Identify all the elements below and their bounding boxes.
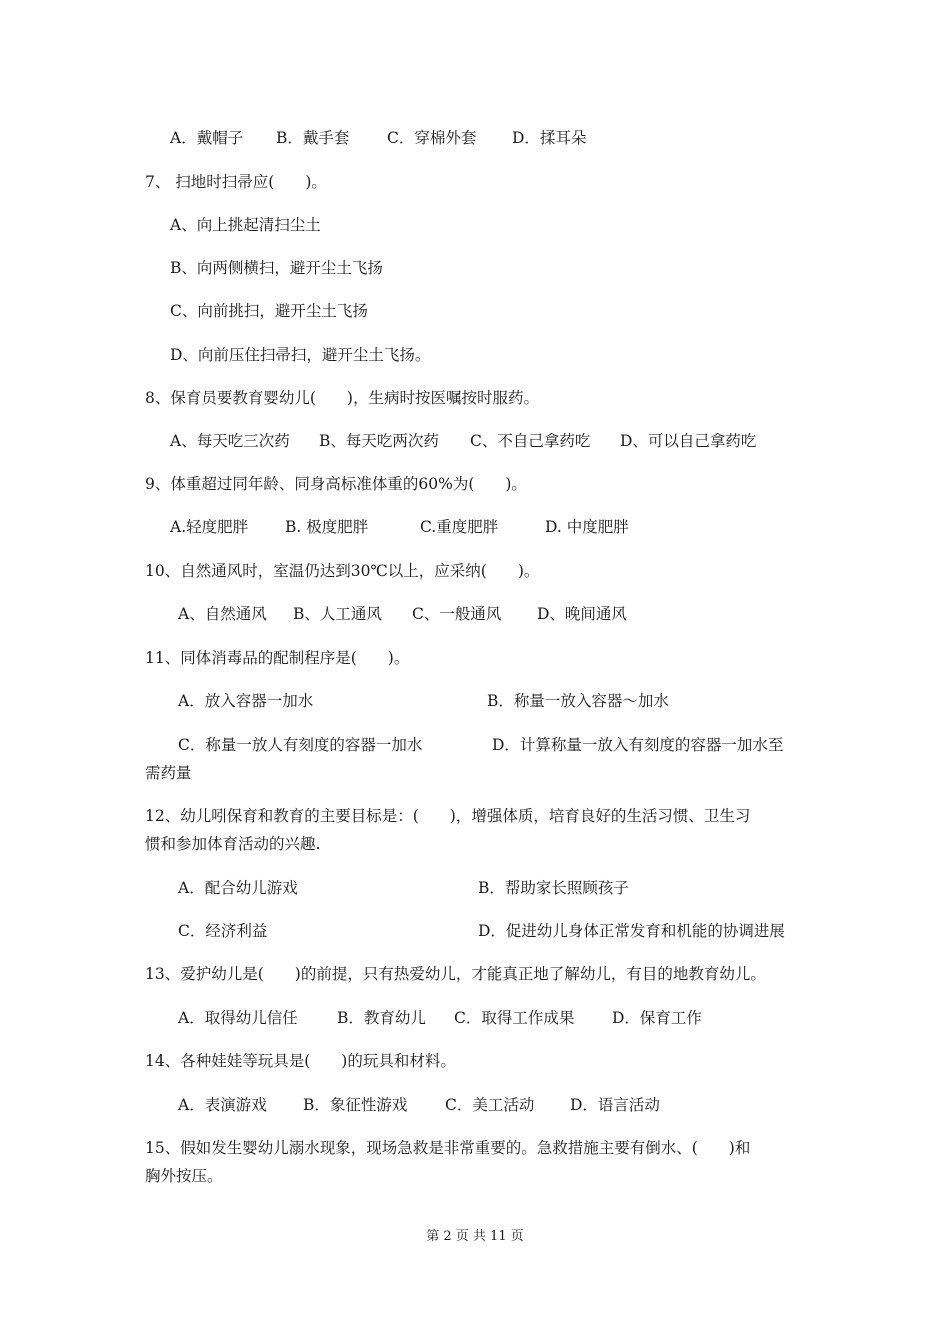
q6-option-a: A．戴帽子 (170, 129, 244, 147)
q13-option-a: A．取得幼儿信任 (178, 1009, 298, 1027)
q13-option-b: B．教育幼儿 (337, 1009, 426, 1027)
q8-option-a: A、每天吃三次药 (170, 432, 290, 450)
q14-stem: 14、各种娃娃等玩具是( )的玩具和材料。 (145, 1052, 456, 1070)
q7-stem: 7、 扫地时扫帚应( )。 (145, 173, 327, 191)
page-number: 第 2 页 共 11 页 (426, 1229, 524, 1244)
q10-option-c: C、一般通风 (412, 605, 502, 623)
q14-option-d: D．语言活动 (570, 1096, 660, 1114)
q6-option-c: C．穿棉外套 (387, 129, 477, 147)
q12-option-a: A．配合幼儿游戏 (178, 879, 298, 897)
q10-option-a: A、自然通风 (178, 605, 267, 623)
q10-option-b: B、人工通风 (293, 605, 382, 623)
q9-option-c: C.重度肥胖 (420, 518, 499, 536)
q8-option-c: C、不自己拿药吃 (470, 432, 591, 450)
q11-option-a: A．放入容器一加水 (178, 692, 314, 710)
q14-option-c: C．美工活动 (445, 1096, 535, 1114)
q15-stem: 15、假如发生婴幼儿溺水现象，现场急救是非常重要的。急救措施主要有倒水、( )和 (145, 1139, 751, 1157)
q7-option-d: D、向前压住扫帚扫，避开尘土飞扬。 (170, 346, 431, 364)
q7-option-c: C、向前挑扫，避开尘土飞扬 (170, 302, 368, 320)
q10-option-d: D、晚间通风 (537, 605, 627, 623)
q10-stem: 10、自然通风时，室温仍达到30℃以上，应采纳( )。 (145, 562, 540, 580)
q8-stem: 8、保育员要教育婴幼儿( )，生病时按医嘱按时服药。 (145, 389, 539, 407)
q13-stem: 13、爱护幼儿是( )的前提，只有热爱幼儿，才能真正地了解幼儿，有目的地教育幼儿。 (145, 965, 766, 983)
q15-stem-continuation: 胸外按压。 (145, 1167, 223, 1185)
q14-option-a: A．表演游戏 (178, 1096, 267, 1114)
q12-stem-continuation: 惯和参加体育活动的兴趣. (145, 835, 321, 853)
q12-option-c: C．经济利益 (178, 922, 268, 940)
q11-option-b: B．称量一放入容器～加水 (487, 692, 669, 710)
q8-option-b: B、每天吃两次药 (319, 432, 439, 450)
q12-option-b: B．帮助家长照顾孩子 (478, 879, 629, 897)
q11-option-d: D．计算称量一放入有刻度的容器一加水至 (492, 736, 784, 754)
q9-stem: 9、体重超过同年龄、同身高标准体重的60%为( )。 (145, 475, 527, 493)
q6-option-b: B．戴手套 (276, 129, 350, 147)
q13-option-d: D．保育工作 (612, 1009, 702, 1027)
q9-option-b: B. 极度肥胖 (285, 518, 369, 536)
q12-stem: 12、幼儿吲保育和教育的主要目标是：( )，增强体质，培育良好的生活习惯、卫生习 (145, 807, 751, 825)
q14-option-b: B．象征性游戏 (303, 1096, 408, 1114)
q8-option-d: D、可以自己拿药吃 (620, 432, 757, 450)
q9-option-d: D. 中度肥胖 (545, 518, 629, 536)
q7-option-a: A、向上挑起清扫尘土 (170, 216, 321, 234)
q7-option-b: B、向两侧横扫，避开尘土飞扬 (170, 259, 383, 277)
q12-option-d: D．促进幼儿身体正常发育和机能的协调进展 (478, 922, 785, 940)
q6-option-d: D．揉耳朵 (512, 129, 587, 147)
q13-option-c: C．取得工作成果 (454, 1009, 575, 1027)
q11-stem: 11、同体消毒品的配制程序是( )。 (145, 649, 410, 667)
q11-option-d-continuation: 需药量 (145, 764, 192, 782)
q9-option-a: A.轻度肥胖 (170, 518, 249, 536)
q11-option-c: C．称量一放人有刻度的容器一加水 (178, 736, 423, 754)
